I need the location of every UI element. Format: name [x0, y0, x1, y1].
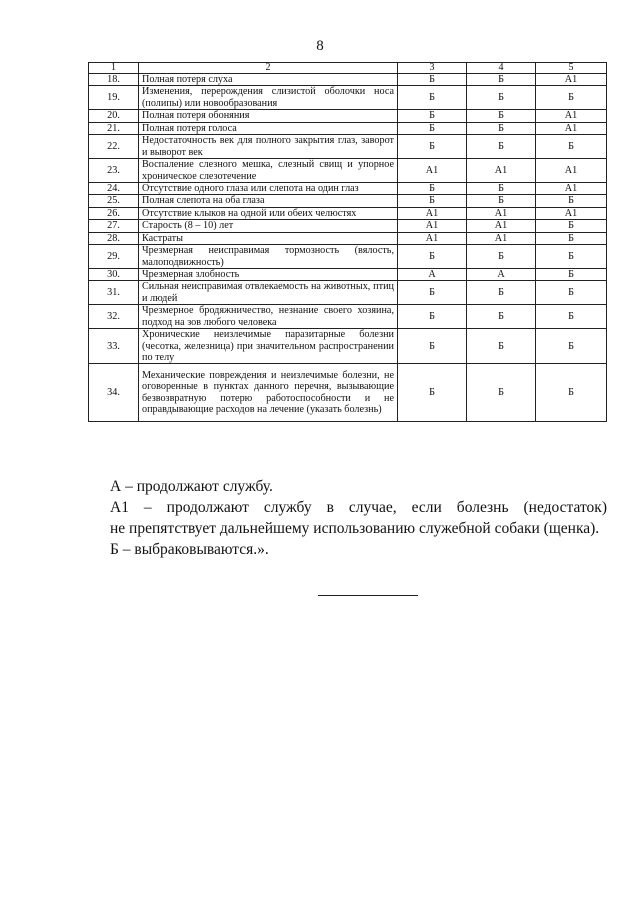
row-value-col4: Б [467, 110, 536, 122]
row-value-col5: Б [536, 281, 607, 305]
table-row [89, 159, 607, 183]
header-cell-4: 4 [467, 63, 536, 74]
row-value-col3: Б [398, 329, 467, 364]
row-value-col4: Б [467, 86, 536, 110]
row-value-col5: Б [536, 220, 607, 232]
row-number: 18. [89, 74, 139, 86]
header-cell-2: 2 [139, 63, 398, 74]
row-number: 21. [89, 122, 139, 134]
table-row [89, 269, 607, 281]
legend-line-a1-cont: не препятствует дальнейшему использованию служебной собаки (щенка). [110, 520, 600, 537]
table-row [89, 195, 607, 207]
row-value-col3: Б [398, 74, 467, 86]
row-description: Сильная неисправимая отвлекаемость на животных, птиц и людей [139, 281, 398, 305]
table-row [89, 305, 607, 329]
row-value-col3: Б [398, 122, 467, 134]
row-number: 22. [89, 135, 139, 159]
row-description: Кастраты [139, 232, 398, 244]
row-value-col3: Б [398, 281, 467, 305]
row-value-col4: Б [467, 305, 536, 329]
legend-line-b: Б – выбраковываются.». [110, 541, 269, 558]
row-value-col4: Б [467, 329, 536, 364]
row-value-col5: Б [536, 135, 607, 159]
header-cell-1: 1 [89, 63, 139, 74]
row-description: Отсутствие одного глаза или слепота на один глаз [139, 183, 398, 195]
row-number: 26. [89, 207, 139, 219]
row-value-col4: А1 [467, 159, 536, 183]
row-value-col5: А1 [536, 122, 607, 134]
legend [110, 476, 607, 560]
table-row [89, 329, 607, 364]
row-description: Старость (8 – 10) лет [139, 220, 398, 232]
table-row [89, 74, 607, 86]
row-value-col3: Б [398, 364, 467, 422]
row-value-col3: Б [398, 305, 467, 329]
row-value-col4: Б [467, 364, 536, 422]
row-value-col3: А1 [398, 207, 467, 219]
row-description: Отсутствие клыков на одной или обеих челюстях [139, 207, 398, 219]
row-description: Полная потеря голоса [139, 122, 398, 134]
row-value-col4: А1 [467, 207, 536, 219]
row-value-col3: Б [398, 245, 467, 269]
row-value-col5: Б [536, 195, 607, 207]
row-description: Полная потеря слуха [139, 74, 398, 86]
row-description: Чрезмерная злобность [139, 269, 398, 281]
row-value-col3: А1 [398, 220, 467, 232]
row-value-col3: А [398, 269, 467, 281]
row-description: Механические повреждения и неизлечимые болезни, не оговоренные в пунктах данного перечня, вызывающие безвозвратную потерю работоспособности и не оправдывающие расходов на лечение (указать болезнь) [139, 364, 398, 422]
row-value-col3: Б [398, 110, 467, 122]
row-value-col3: Б [398, 86, 467, 110]
row-value-col5: А1 [536, 159, 607, 183]
row-description: Недостаточность век для полного закрытия глаз, заворот и выворот век [139, 135, 398, 159]
row-number: 20. [89, 110, 139, 122]
row-value-col4: Б [467, 74, 536, 86]
row-description: Полная слепота на оба глаза [139, 195, 398, 207]
row-number: 34. [89, 364, 139, 422]
table-row [89, 232, 607, 244]
row-description: Чрезмерное бродяжничество, незнание своего хозяина, подход на зов любого человека [139, 305, 398, 329]
row-value-col5: А1 [536, 183, 607, 195]
row-value-col5: Б [536, 364, 607, 422]
row-value-col4: Б [467, 281, 536, 305]
row-value-col3: А1 [398, 232, 467, 244]
page-number: 8 [316, 38, 324, 54]
table-row [89, 281, 607, 305]
row-number: 29. [89, 245, 139, 269]
header-cell-3: 3 [398, 63, 467, 74]
row-value-col5: Б [536, 86, 607, 110]
row-value-col5: Б [536, 232, 607, 244]
row-description: Чрезмерная неисправимая тормозность (вялость, малоподвижность) [139, 245, 398, 269]
table-row [89, 135, 607, 159]
row-value-col5: Б [536, 329, 607, 364]
table-row [89, 220, 607, 232]
table-row [89, 110, 607, 122]
row-value-col5: А1 [536, 74, 607, 86]
culling-table [88, 62, 607, 422]
row-value-col5: Б [536, 305, 607, 329]
row-number: 33. [89, 329, 139, 364]
table-row [89, 86, 607, 110]
row-number: 24. [89, 183, 139, 195]
table-row [89, 364, 607, 422]
row-description: Изменения, перерождения слизистой оболочки носа (полипы) или новообразования [139, 86, 398, 110]
table-row [89, 183, 607, 195]
table-header-row [89, 63, 607, 74]
row-value-col4: Б [467, 183, 536, 195]
row-value-col3: Б [398, 183, 467, 195]
row-number: 25. [89, 195, 139, 207]
row-value-col3: Б [398, 135, 467, 159]
row-description: Полная потеря обоняния [139, 110, 398, 122]
row-description: Воспаление слезного мешка, слезный свищ и упорное хроническое слезотечение [139, 159, 398, 183]
row-value-col4: Б [467, 195, 536, 207]
legend-line-a: А – продолжают службу. [110, 478, 273, 495]
row-number: 30. [89, 269, 139, 281]
row-number: 32. [89, 305, 139, 329]
row-number: 23. [89, 159, 139, 183]
header-cell-5: 5 [536, 63, 607, 74]
row-number: 31. [89, 281, 139, 305]
row-number: 27. [89, 220, 139, 232]
legend-line-a1: А1 – продолжают службу в случае, если болезнь (недостаток) [110, 499, 607, 516]
row-value-col3: А1 [398, 159, 467, 183]
end-divider [318, 595, 418, 596]
row-number: 28. [89, 232, 139, 244]
table-row [89, 245, 607, 269]
row-value-col5: Б [536, 245, 607, 269]
row-value-col3: Б [398, 195, 467, 207]
table-row [89, 122, 607, 134]
row-value-col4: А [467, 269, 536, 281]
row-value-col5: А1 [536, 110, 607, 122]
row-number: 19. [89, 86, 139, 110]
row-value-col4: А1 [467, 220, 536, 232]
row-value-col4: Б [467, 135, 536, 159]
row-value-col5: А1 [536, 207, 607, 219]
row-description: Хронические неизлечимые паразитарные болезни (чесотка, железница) при значительном распространении по телу [139, 329, 398, 364]
row-value-col5: Б [536, 269, 607, 281]
row-value-col4: Б [467, 122, 536, 134]
row-value-col4: Б [467, 245, 536, 269]
table-row [89, 207, 607, 219]
row-value-col4: А1 [467, 232, 536, 244]
